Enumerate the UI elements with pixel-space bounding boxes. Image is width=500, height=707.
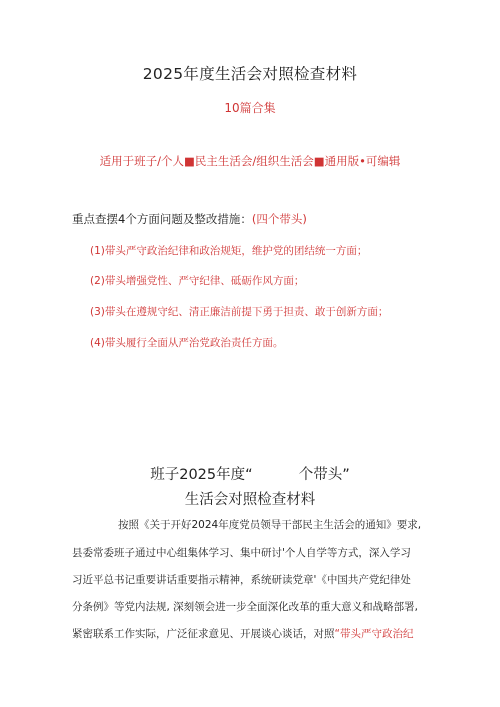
paragraph-highlight: “带头严守政治纪 — [334, 628, 414, 640]
focus-item-3: (3)带头在遵规守纪、清正廉洁前提下勇于担责、敢于创新方面； — [90, 306, 389, 318]
focus-label: 重点查摆4个方面问题及整改措施： — [72, 212, 252, 226]
focus-highlight: (四个带头) — [251, 212, 307, 226]
focus-item-4: (4)带头履行全面从严治党政治责任方面。 — [90, 337, 284, 349]
focus-item-2: (2)带头增强党性、严守纪律、砥砺作风方面； — [90, 275, 305, 287]
paragraph-line-1: 按照《关于开好2024年度党员领导干部民主生活会的通知》要求, — [118, 519, 422, 531]
document-subtitle: 10篇合集 — [224, 101, 276, 115]
focus-heading — [72, 211, 307, 227]
focus-item-1: (1)带头严守政治纪律和政治规矩，维护党的团结统一方面； — [90, 245, 368, 257]
section-title-line-1: 班子2025年度“ 个带头” — [150, 467, 350, 483]
paragraph-line-5 — [72, 626, 432, 641]
paragraph-line-3: 习近平总书记重要讲话重要指示精神，系统研读党章'《中国共产党纪律处 — [72, 574, 411, 586]
section-title-line-2: 生活会对照检查材料 — [184, 492, 316, 508]
paragraph-line-4: 分条例》等党内法规, 深刻领会进一步全面深化改革的重大意义和战略部署, — [72, 601, 419, 613]
paragraph-line-2: 县委常委班子通过中心组集体学习、集中研讨'个人自学等方式，深入学习 — [72, 547, 411, 559]
paragraph-line-5-text: 紧密联系工作实际，广泛征求意见、开展谈心谈话，对照 — [72, 628, 335, 640]
document-title: 2025年度生活会对照检查材料 — [142, 65, 358, 83]
applicable-note: 适用于班子/个人■民主生活会/组织生活会■通用版•可编辑 — [99, 154, 401, 168]
